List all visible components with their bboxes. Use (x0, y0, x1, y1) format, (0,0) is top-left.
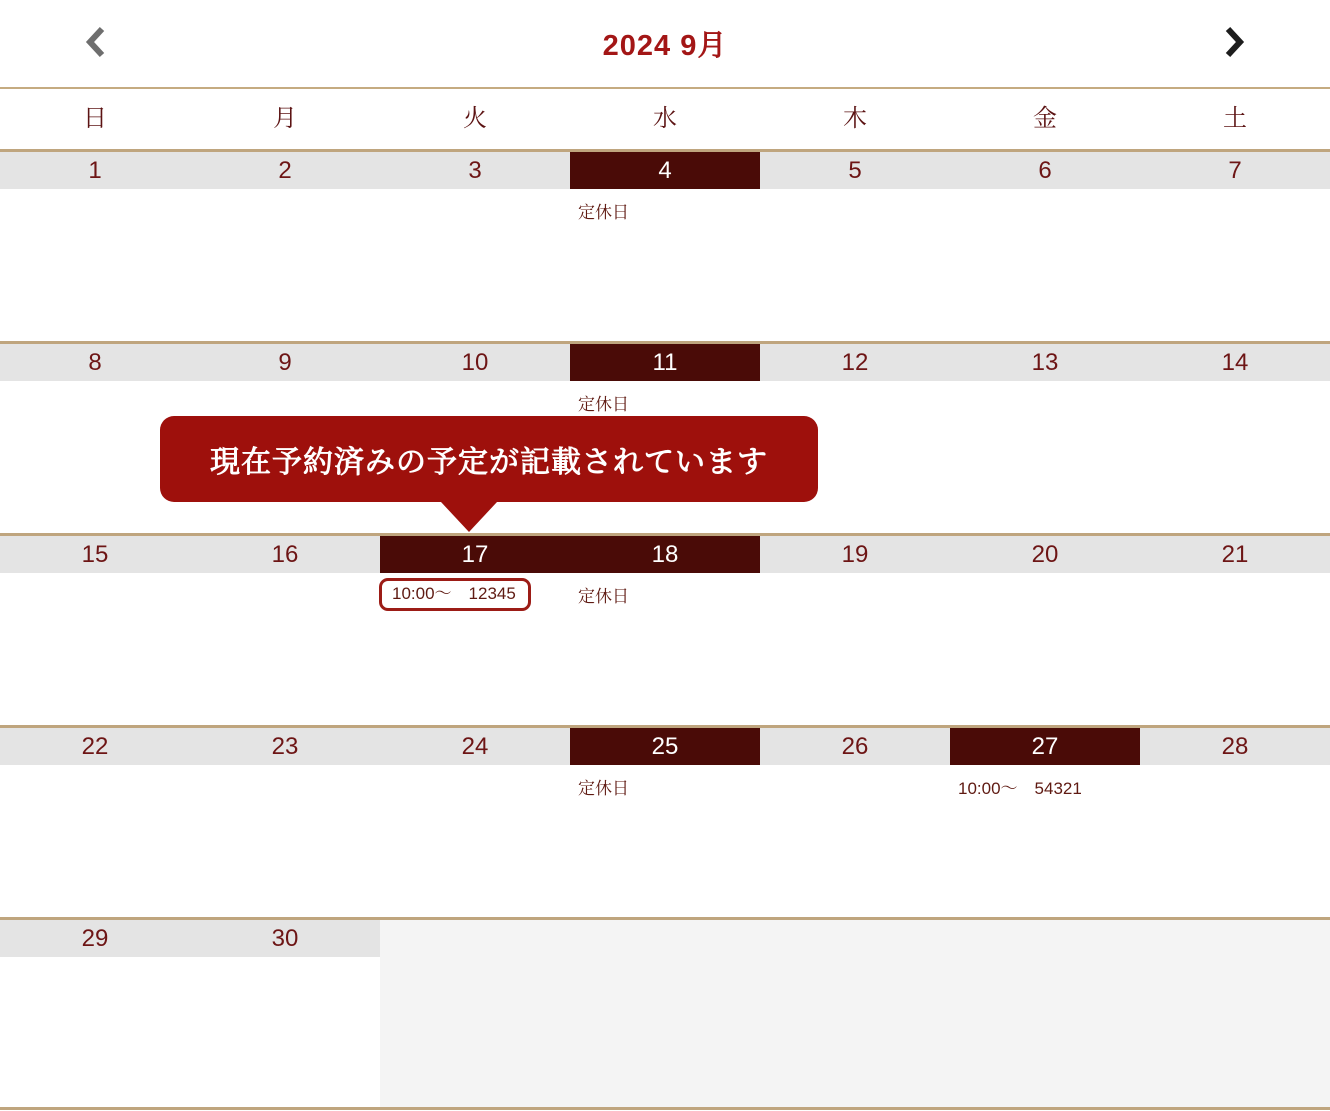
day-number (760, 920, 950, 957)
weekday-header-mon: 月 (273, 105, 297, 132)
day-number: 12 (760, 344, 950, 381)
day-events (570, 573, 760, 607)
day-number: 1 (0, 152, 190, 189)
day-number: 21 (1140, 536, 1330, 573)
chevron-left-icon (85, 26, 107, 61)
day-cell-20[interactable] (950, 536, 1140, 725)
day-cell-14[interactable] (1140, 344, 1330, 533)
day-cell-17[interactable] (380, 536, 570, 725)
day-number: 9 (190, 344, 380, 381)
calendar-header (0, 0, 1330, 87)
closed-day-label: 定休日 (578, 779, 629, 798)
empty-day-cell (1140, 920, 1330, 1107)
day-number: 26 (760, 728, 950, 765)
weekday-header-row (0, 87, 1330, 149)
day-cell-4[interactable] (570, 152, 760, 341)
week-row-5 (0, 917, 1330, 1107)
day-cell-7[interactable] (1140, 152, 1330, 341)
day-cell-18[interactable] (570, 536, 760, 725)
reservation-entry[interactable]: 10:00〜 12345 (379, 578, 531, 611)
day-number: 28 (1140, 728, 1330, 765)
day-cell-21[interactable] (1140, 536, 1330, 725)
day-events (570, 381, 760, 415)
week-row-1 (0, 149, 1330, 341)
calendar-title: 2024 9月 (602, 30, 728, 62)
empty-day-cell (760, 920, 950, 1107)
day-number: 16 (190, 536, 380, 573)
day-number: 24 (380, 728, 570, 765)
day-cell-19[interactable] (760, 536, 950, 725)
day-number: 23 (190, 728, 380, 765)
day-cell-25[interactable] (570, 728, 760, 917)
day-cell-30[interactable] (190, 920, 380, 1107)
next-month-button[interactable] (1216, 24, 1252, 64)
day-number: 6 (950, 152, 1140, 189)
day-cell-2[interactable] (190, 152, 380, 341)
week-row-4 (0, 725, 1330, 917)
day-cell-3[interactable] (380, 152, 570, 341)
day-cell-1[interactable] (0, 152, 190, 341)
weekday-header-tue: 火 (463, 105, 487, 132)
day-number: 30 (190, 920, 380, 957)
day-cell-6[interactable] (950, 152, 1140, 341)
day-number: 15 (0, 536, 190, 573)
day-number (380, 920, 570, 957)
day-events (570, 189, 760, 223)
tooltip-text: 現在予約済みの予定が記載されています (210, 446, 768, 479)
day-number: 17 (380, 536, 570, 573)
day-cell-29[interactable] (0, 920, 190, 1107)
day-events (950, 765, 1140, 799)
day-number: 29 (0, 920, 190, 957)
day-number: 13 (950, 344, 1140, 381)
day-cell-22[interactable] (0, 728, 190, 917)
day-number (1140, 920, 1330, 957)
tooltip-pointer (441, 502, 497, 532)
empty-day-cell (570, 920, 760, 1107)
day-number: 7 (1140, 152, 1330, 189)
week-row-3 (0, 533, 1330, 725)
calendar-bottom-border (0, 1107, 1330, 1110)
empty-day-cell (950, 920, 1140, 1107)
day-cell-5[interactable] (760, 152, 950, 341)
prev-month-button[interactable] (78, 24, 114, 64)
day-number: 20 (950, 536, 1140, 573)
day-number: 25 (570, 728, 760, 765)
day-number: 3 (380, 152, 570, 189)
day-cell-27[interactable] (950, 728, 1140, 917)
day-cell-13[interactable] (950, 344, 1140, 533)
weekday-header-thu: 木 (843, 105, 867, 132)
day-number: 2 (190, 152, 380, 189)
day-number: 5 (760, 152, 950, 189)
weekday-header-sun: 日 (83, 105, 107, 132)
day-number: 8 (0, 344, 190, 381)
weekday-header-fri: 金 (1033, 105, 1057, 132)
day-number: 22 (0, 728, 190, 765)
weekday-header-sat: 土 (1223, 105, 1247, 132)
day-cell-28[interactable] (1140, 728, 1330, 917)
empty-day-cell (380, 920, 570, 1107)
day-number: 10 (380, 344, 570, 381)
day-number: 14 (1140, 344, 1330, 381)
day-cell-26[interactable] (760, 728, 950, 917)
day-cell-15[interactable] (0, 536, 190, 725)
day-cell-16[interactable] (190, 536, 380, 725)
closed-day-label: 定休日 (578, 587, 629, 606)
day-cell-23[interactable] (190, 728, 380, 917)
closed-day-label: 定休日 (578, 395, 629, 414)
day-number: 4 (570, 152, 760, 189)
weekday-header-wed: 水 (653, 105, 677, 132)
reservation-entry[interactable]: 10:00〜 54321 (958, 779, 1082, 798)
tooltip (160, 416, 818, 502)
day-number: 11 (570, 344, 760, 381)
day-number (950, 920, 1140, 957)
closed-day-label: 定休日 (578, 203, 629, 222)
day-events (380, 573, 570, 611)
day-cell-24[interactable] (380, 728, 570, 917)
chevron-right-icon (1223, 26, 1245, 61)
day-number: 19 (760, 536, 950, 573)
day-number: 27 (950, 728, 1140, 765)
day-events (570, 765, 760, 799)
day-number (570, 920, 760, 957)
day-number: 18 (570, 536, 760, 573)
